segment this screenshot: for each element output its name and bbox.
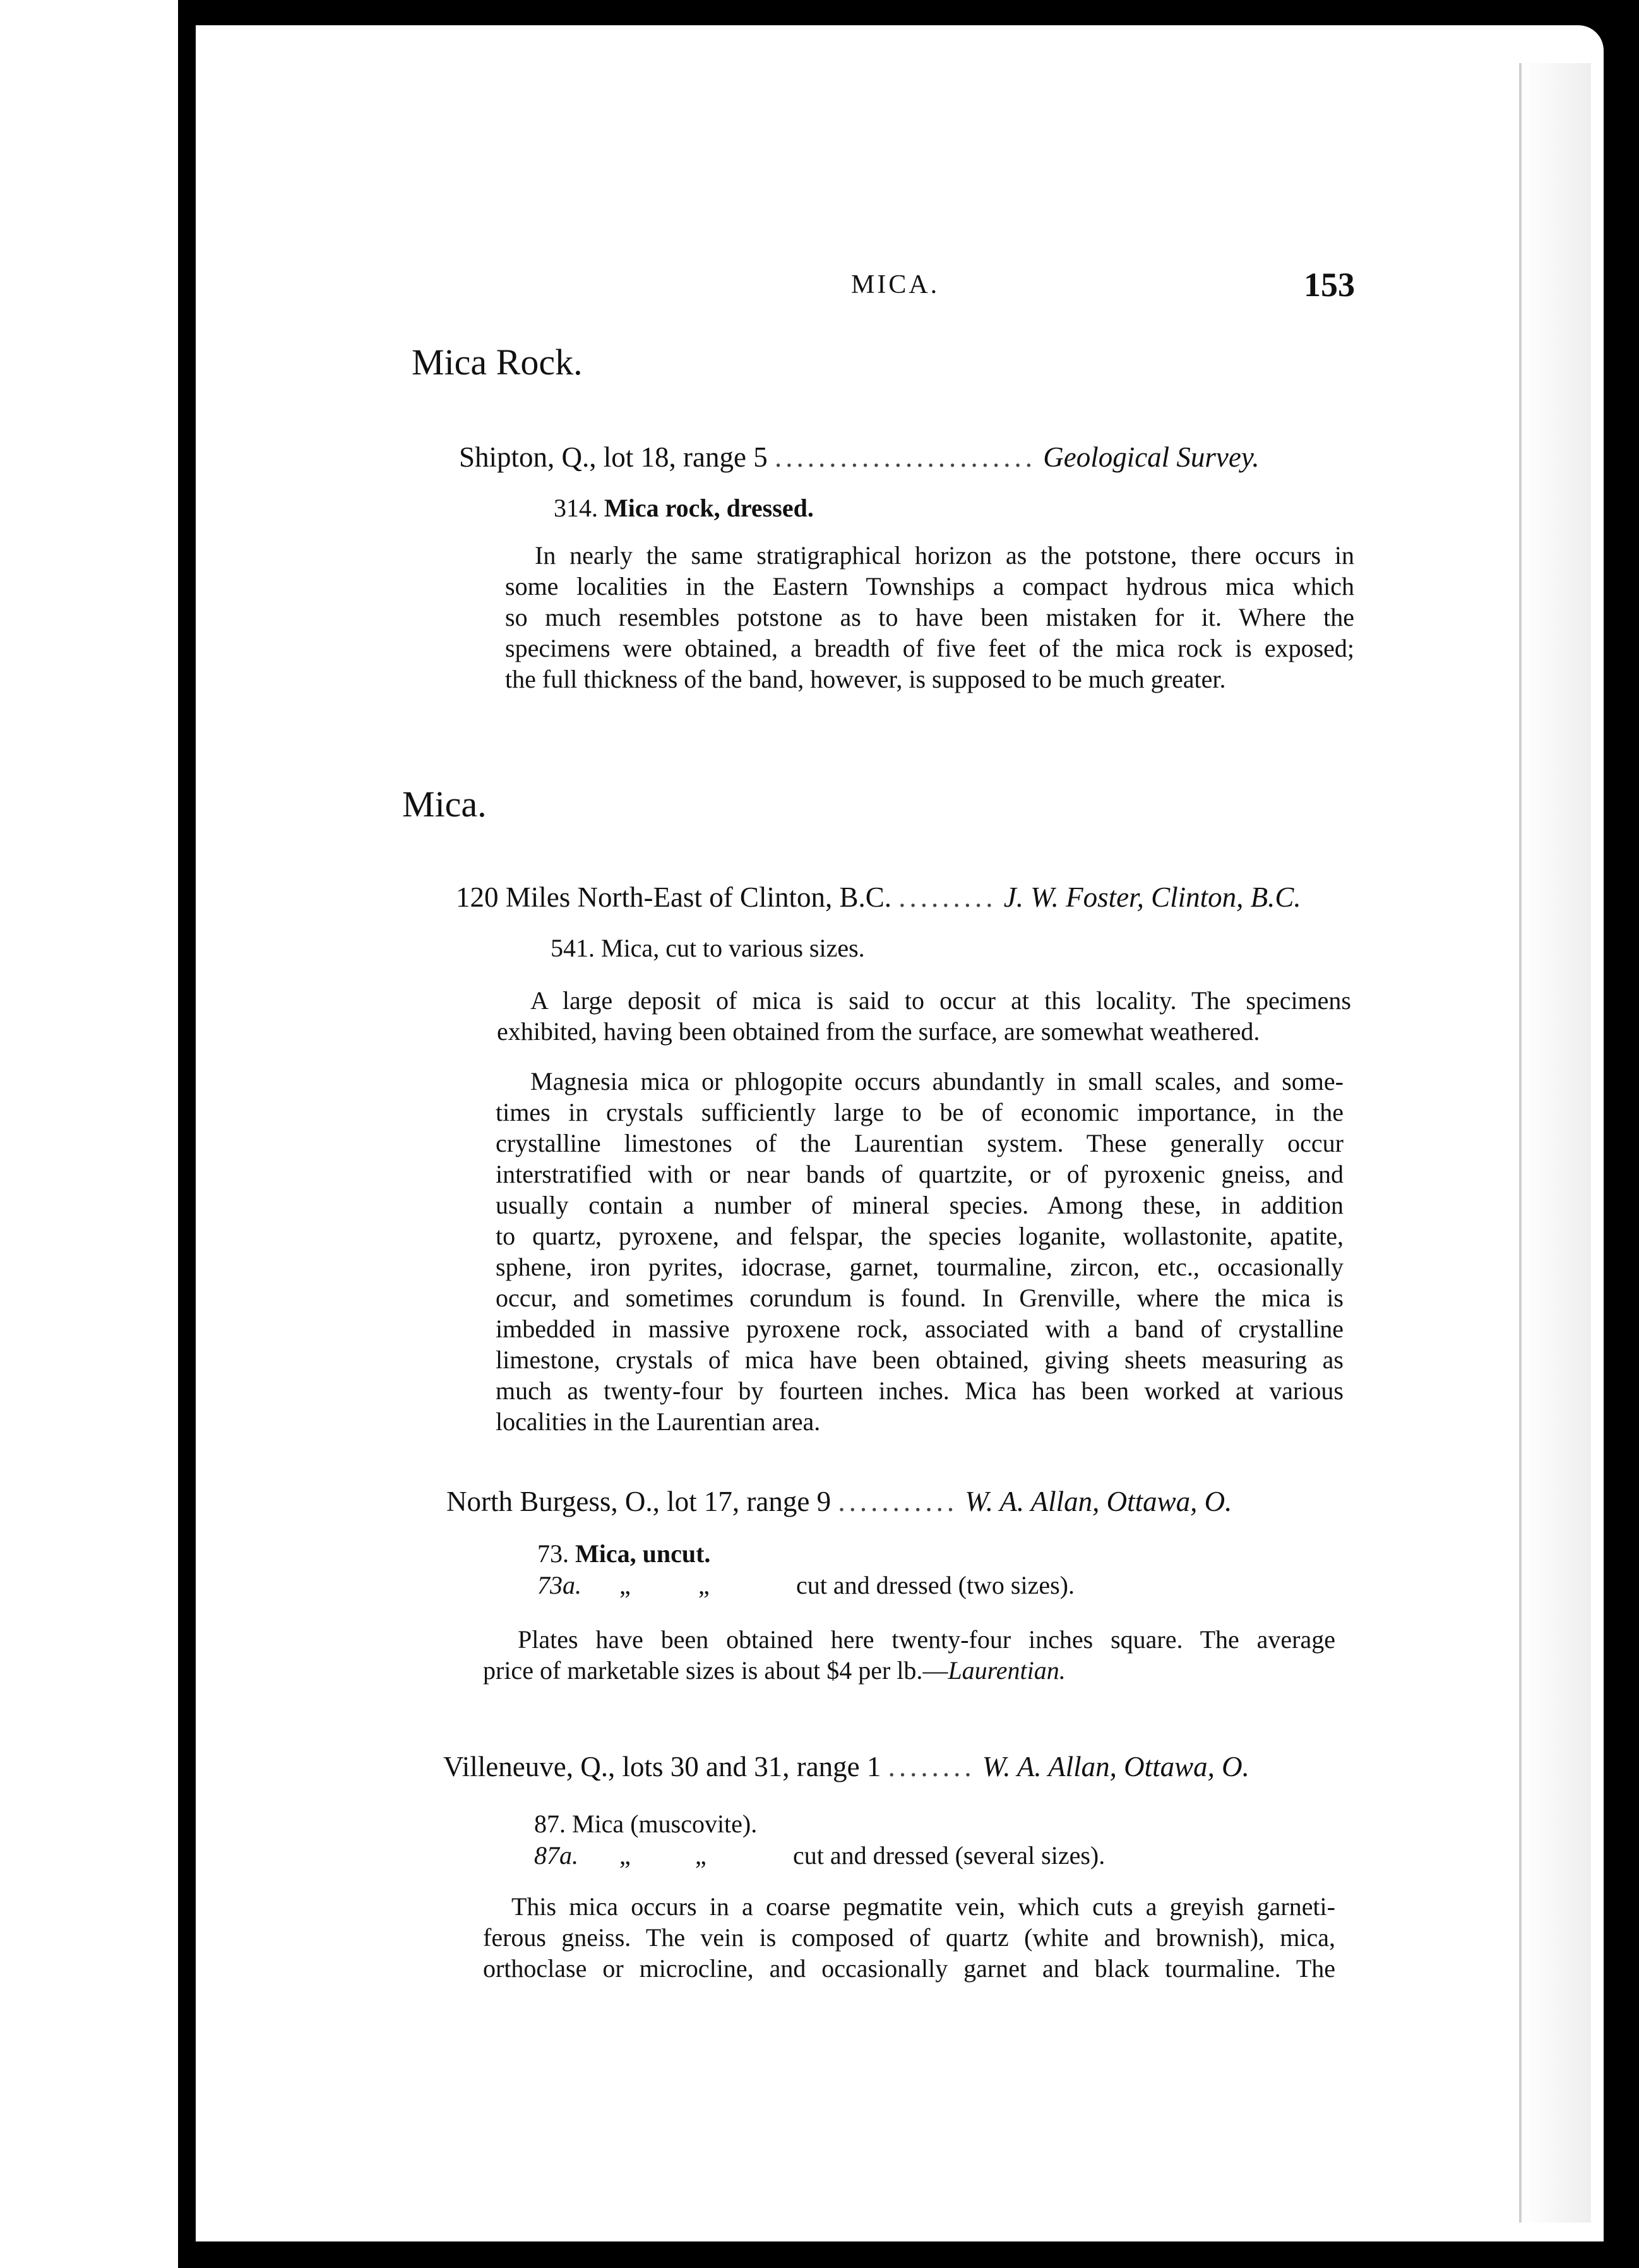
ditto-mark: „ xyxy=(619,1841,631,1870)
scan-gutter-line xyxy=(178,0,183,2268)
entry-clinton xyxy=(456,881,1301,914)
entry-donor: J. W. Foster, Clinton, B.C. xyxy=(1003,881,1301,913)
paragraph-line: occur, and sometimes corundum is found. In Grenville, where the mica is xyxy=(496,1284,1344,1312)
specimen-541 xyxy=(551,933,865,963)
entry-leaders: ........................ xyxy=(774,441,1036,473)
specimen-73 xyxy=(537,1539,710,1568)
paragraph-line: interstratified with or near bands of quartzite, or of pyroxenic gneiss, and xyxy=(496,1160,1344,1188)
specimen-number: 541. xyxy=(551,934,595,962)
paragraph-phlogopite xyxy=(496,1066,1344,1437)
paragraph-line: ferous gneiss. The vein is composed of quartz (white and brownish), mica, xyxy=(483,1923,1335,1952)
paragraph-line: sphene, iron pyrites, idocrase, garnet, tourmaline, zircon, etc., occasionally xyxy=(496,1253,1344,1281)
entry-shipton xyxy=(459,441,1260,474)
specimen-number: 87a. xyxy=(534,1841,578,1870)
paragraph-line: This mica occurs in a coarse pegmatite vein, which cuts a greyish garneti- xyxy=(511,1892,1335,1921)
specimen-description: Mica, cut to various sizes. xyxy=(601,934,865,962)
entry-locality: Shipton, Q., lot 18, range 5 xyxy=(459,441,768,473)
entry-donor: Geological Survey. xyxy=(1043,441,1260,473)
paragraph-line: localities in the Laurentian area. xyxy=(496,1407,821,1436)
paragraph-line: so much resembles potstone as to have been mistaken for it. Where the xyxy=(505,603,1354,631)
specimen-87a xyxy=(534,1841,1106,1870)
entry-donor: W. A. Allan, Ottawa, O. xyxy=(982,1751,1249,1782)
paragraph-line: Magnesia mica or phlogopite occurs abundantly in small scales, and some- xyxy=(530,1067,1344,1095)
specimen-73a xyxy=(537,1570,1106,1600)
paragraph-line: to quartz, pyroxene, and felspar, the species loganite, wollastonite, apatite, xyxy=(496,1222,1344,1250)
paragraph-line: specimens were obtained, a breadth of five feet of the mica rock is exposed; xyxy=(505,634,1354,662)
paragraph-villeneuve xyxy=(483,1891,1335,1984)
scan-left-margin xyxy=(0,0,183,2268)
paragraph-line: times in crystals sufficiently large to be of economic importance, in the xyxy=(496,1098,1344,1126)
paragraph-line: A large deposit of mica is said to occur at this locality. The specimens xyxy=(530,986,1351,1015)
specimen-number: 87. xyxy=(534,1810,566,1838)
ditto-mark: „ xyxy=(698,1571,710,1599)
entry-north-burgess xyxy=(446,1485,1232,1518)
entry-donor: W. A. Allan, Ottawa, O. xyxy=(965,1486,1232,1517)
entry-leaders: ......... xyxy=(898,881,997,913)
paragraph-line: exhibited, having been obtained from the surface, are somewhat weathered. xyxy=(497,1017,1260,1046)
specimen-description: cut and dressed (two sizes). xyxy=(796,1571,1075,1599)
page-number: 153 xyxy=(1304,266,1355,304)
entry-locality: Villeneuve, Q., lots 30 and 31, range 1 xyxy=(443,1751,881,1782)
paragraph-line: imbedded in massive pyroxene rock, associated with a band of crystalline xyxy=(496,1315,1344,1343)
specimen-description: cut and dressed (several sizes). xyxy=(793,1841,1106,1870)
paragraph-line: orthoclase or microcline, and occasionally garnet and black tourmaline. The xyxy=(483,1954,1335,1983)
entry-locality: North Burgess, O., lot 17, range 9 xyxy=(446,1486,831,1517)
paragraph-line: limestone, crystals of mica have been obtained, giving sheets measuring as xyxy=(496,1346,1344,1374)
paragraph-line: some localities in the Eastern Townships a compact hydrous mica which xyxy=(505,572,1354,600)
running-title: MICA. xyxy=(851,270,940,299)
paragraph-north-burgess xyxy=(483,1624,1335,1686)
paragraph-clinton xyxy=(497,985,1351,1047)
specimen-description: Mica (muscovite). xyxy=(572,1810,758,1838)
ditto-mark: „ xyxy=(695,1841,706,1870)
specimen-87 xyxy=(534,1809,757,1839)
page-edge xyxy=(1519,63,1591,2223)
entry-leaders: ........ xyxy=(888,1751,975,1782)
paragraph-line xyxy=(483,1655,1335,1686)
citation: Laurentian. xyxy=(948,1656,1066,1685)
specimen-description: Mica, uncut. xyxy=(575,1539,711,1568)
entry-villeneuve xyxy=(443,1750,1249,1783)
paragraph-line: usually contain a number of mineral species. Among these, in addition xyxy=(496,1191,1344,1219)
specimen-number: 73. xyxy=(537,1539,569,1568)
ditto-mark: „ xyxy=(619,1571,631,1599)
specimen-number: 73a. xyxy=(537,1571,581,1599)
paragraph-line: much as twenty-four by fourteen inches. Mica has been worked at various xyxy=(496,1376,1344,1405)
paragraph-line: In nearly the same stratigraphical horizon as the potstone, there occurs in xyxy=(535,541,1354,570)
entry-locality: 120 Miles North-East of Clinton, B.C. xyxy=(456,881,891,913)
section-heading-mica: Mica. xyxy=(402,784,487,825)
paragraph-line: Plates have been obtained here twenty-four inches square. The average xyxy=(518,1625,1335,1654)
paragraph-line: the full thickness of the band, however, is supposed to be much greater. xyxy=(505,665,1226,693)
paragraph-line: crystalline limestones of the Laurentian system. These generally occur xyxy=(496,1129,1344,1157)
section-heading-mica-rock: Mica Rock. xyxy=(412,342,583,383)
paragraph-text: price of marketable sizes is about $4 per lb.— xyxy=(483,1656,948,1685)
specimen-314 xyxy=(554,493,814,523)
specimen-number: 314. xyxy=(554,494,598,522)
entry-leaders: ........... xyxy=(838,1486,958,1517)
paragraph-mica-rock xyxy=(505,540,1354,695)
specimen-description: Mica rock, dressed. xyxy=(604,494,814,522)
